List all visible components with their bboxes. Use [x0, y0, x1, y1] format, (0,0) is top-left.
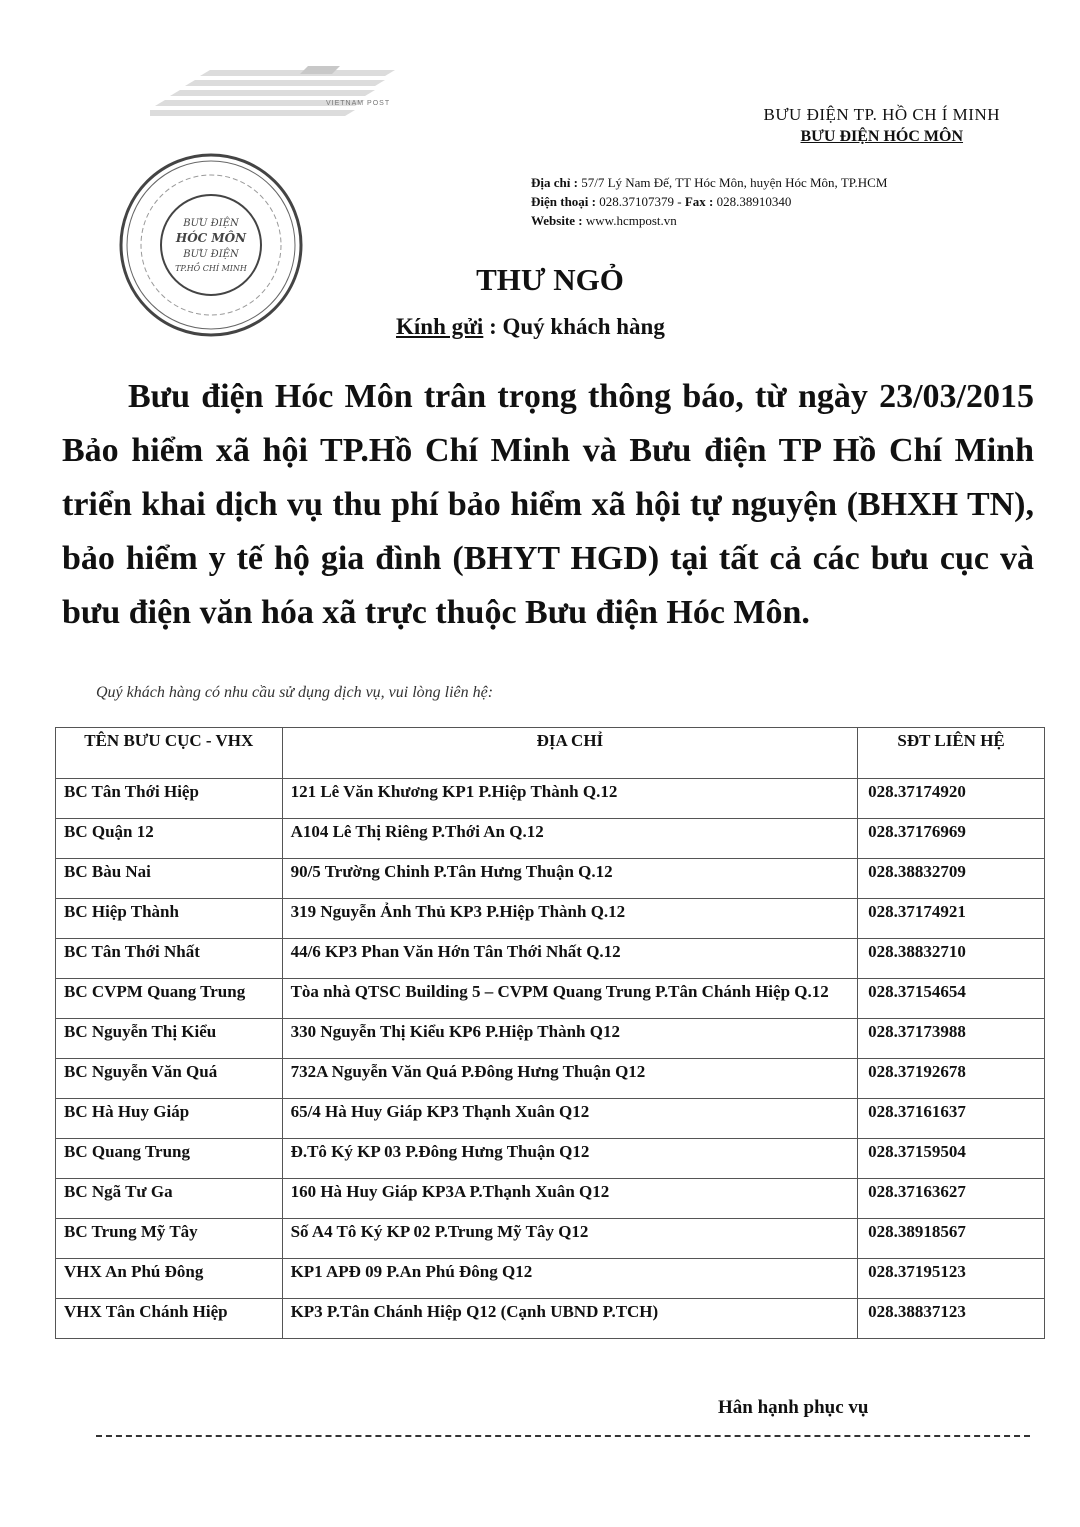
office-address: 319 Nguyễn Ảnh Thủ KP3 P.Hiệp Thành Q.12	[282, 899, 858, 939]
greeting	[396, 314, 665, 340]
office-address: 44/6 KP3 Phan Văn Hớn Tân Thới Nhất Q.12	[282, 939, 858, 979]
office-name: BC Hà Huy Giáp	[56, 1099, 283, 1139]
vietnam-post-logo	[150, 62, 410, 132]
stamp-line-2: HÓC MÔN	[175, 231, 247, 245]
fax-label: Fax :	[684, 194, 714, 209]
office-name: BC Quang Trung	[56, 1139, 283, 1179]
official-stamp	[116, 150, 306, 340]
office-address: Số A4 Tô Ký KP 02 P.Trung Mỹ Tây Q12	[282, 1219, 858, 1259]
office-phone: 028.38837123	[858, 1299, 1045, 1339]
stamp-line-4: TP.HỒ CHÍ MINH	[175, 264, 247, 273]
table-row	[56, 1219, 1045, 1259]
dashed-divider	[96, 1435, 1030, 1437]
letter-title: THƯ NGỎ	[476, 262, 624, 297]
table-row	[56, 819, 1045, 859]
office-name: BC Hiệp Thành	[56, 899, 283, 939]
address-line	[531, 173, 887, 192]
office-address: KP1 APĐ 09 P.An Phú Đông Q12	[282, 1259, 858, 1299]
address-label: Địa chỉ :	[531, 175, 578, 190]
phone-line: Điện thoại : 028.37107379 - Fax : 028.38910340	[531, 194, 792, 209]
greeting-recipient: Quý khách hàng	[502, 314, 665, 339]
table-header-row	[56, 728, 1045, 779]
office-phone: 028.37174920	[858, 779, 1045, 819]
table-row	[56, 1139, 1045, 1179]
table-row	[56, 1099, 1045, 1139]
office-name: BC Nguyễn Văn Quá	[56, 1059, 283, 1099]
office-phone: 028.37195123	[858, 1259, 1045, 1299]
office-phone: 028.37161637	[858, 1099, 1045, 1139]
office-address: 121 Lê Văn Khương KP1 P.Hiệp Thành Q.12	[282, 779, 858, 819]
address-value: 57/7 Lý Nam Đế, TT Hóc Môn, huyện Hóc Môn, TP.HCM	[581, 175, 888, 190]
website-line	[531, 211, 887, 230]
table-row	[56, 859, 1045, 899]
office-phone: 028.37173988	[858, 1019, 1045, 1059]
org-parent-name: BƯU ĐIỆN TP. HỒ CH Í MINH	[763, 105, 1000, 124]
contact-note: Quý khách hàng có nhu cầu sử dụng dịch vụ, vui lòng liên hệ:	[96, 684, 494, 701]
phone-label: Điện thoại :	[531, 194, 596, 209]
table-row	[56, 1019, 1045, 1059]
office-phone: 028.38832710	[858, 939, 1045, 979]
table-row	[56, 979, 1045, 1019]
office-name: BC Tân Thới Nhất	[56, 939, 283, 979]
post-offices-table	[55, 727, 1045, 1339]
office-name: BC Nguyễn Thị Kiểu	[56, 1019, 283, 1059]
office-address: 330 Nguyễn Thị Kiểu KP6 P.Hiệp Thành Q12	[282, 1019, 858, 1059]
website-label: Website :	[531, 213, 583, 228]
office-name: VHX An Phú Đông	[56, 1259, 283, 1299]
office-phone: 028.38918567	[858, 1219, 1045, 1259]
contact-info	[531, 173, 887, 230]
office-phone: 028.37159504	[858, 1139, 1045, 1179]
office-name: BC Trung Mỹ Tây	[56, 1219, 283, 1259]
table-row	[56, 779, 1045, 819]
stamp-line-3: BƯU ĐIỆN	[183, 249, 239, 260]
table-row	[56, 939, 1045, 979]
office-phone: 028.38832709	[858, 859, 1045, 899]
table-row	[56, 899, 1045, 939]
header-phone: SĐT LIÊN HỆ	[858, 728, 1045, 779]
office-address: 732A Nguyễn Văn Quá P.Đông Hưng Thuận Q12	[282, 1059, 858, 1099]
closing-text: Hân hạnh phục vụ	[718, 1397, 869, 1418]
office-name: BC CVPM Quang Trung	[56, 979, 283, 1019]
office-address: Đ.Tô Ký KP 03 P.Đông Hưng Thuận Q12	[282, 1139, 858, 1179]
website-value: www.hcmpost.vn	[585, 213, 677, 228]
table-row	[56, 1059, 1045, 1099]
office-address: Tòa nhà QTSC Building 5 – CVPM Quang Trung P.Tân Chánh Hiệp Q.12	[282, 979, 858, 1019]
table-row	[56, 1259, 1045, 1299]
office-phone: 028.37154654	[858, 979, 1045, 1019]
logo-caption: VIETNAM POST	[326, 100, 391, 107]
office-address: 90/5 Trường Chinh P.Tân Hưng Thuận Q.12	[282, 859, 858, 899]
stamp-line-1: BƯU ĐIỆN	[183, 218, 239, 229]
announcement-body: Bưu điện Hóc Môn trân trọng thông báo, từ ngày 23/03/2015 Bảo hiểm xã hội TP.Hồ Chí Minh và Bưu điện TP Hồ Chí Minh triển khai dịch vụ thu phí bảo hiểm xã hội tự nguyện (BHXH TN), bảo hiểm y tế hộ gia đình (BHYT HGD) tại tất cả các bưu cục và bưu điện văn hóa xã trực thuộc Bưu điện Hóc Môn.	[62, 378, 1034, 631]
organization-block	[764, 105, 1000, 146]
office-name: BC Tân Thới Hiệp	[56, 779, 283, 819]
greeting-separator: :	[483, 314, 503, 339]
table-row	[56, 1179, 1045, 1219]
header-office-name: TÊN BƯU CỤC - VHX	[56, 728, 283, 779]
office-phone: 028.37163627	[858, 1179, 1045, 1219]
office-phone: 028.37174921	[858, 899, 1045, 939]
office-name: VHX Tân Chánh Hiệp	[56, 1299, 283, 1339]
office-name: BC Bàu Nai	[56, 859, 283, 899]
header-address: ĐỊA CHỈ	[282, 728, 858, 779]
office-name: BC Quận 12	[56, 819, 283, 859]
office-phone: 028.37176969	[858, 819, 1045, 859]
office-name: BC Ngã Tư Ga	[56, 1179, 283, 1219]
office-address: 65/4 Hà Huy Giáp KP3 Thạnh Xuân Q12	[282, 1099, 858, 1139]
org-name: BƯU ĐIỆN HÓC MÔN	[800, 128, 964, 145]
table-row	[56, 1299, 1045, 1339]
office-address: A104 Lê Thị Riêng P.Thới An Q.12	[282, 819, 858, 859]
greeting-label: Kính gửi	[396, 314, 484, 339]
fax-value: 028.38910340	[716, 194, 792, 209]
office-address: 160 Hà Huy Giáp KP3A P.Thạnh Xuân Q12	[282, 1179, 858, 1219]
office-phone: 028.37192678	[858, 1059, 1045, 1099]
phone-value: 028.37107379	[599, 194, 674, 209]
office-address: KP3 P.Tân Chánh Hiệp Q12 (Cạnh UBND P.TCH)	[282, 1299, 858, 1339]
